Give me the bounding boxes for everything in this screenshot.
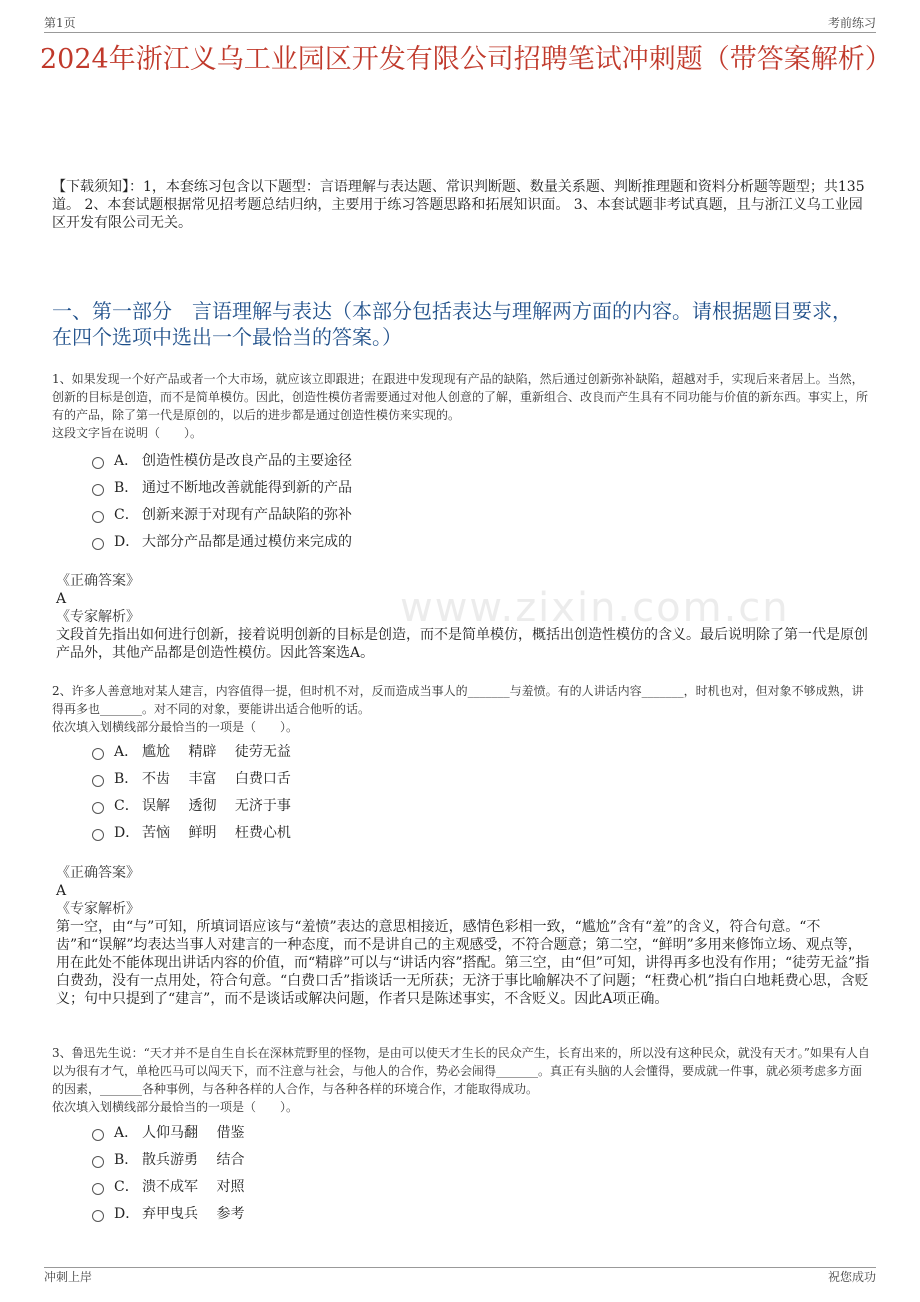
section-heading: 一、第一部分 言语理解与表达（本部分包括表达与理解两方面的内容。请根据题目要求，在四个选项中选出一个最恰当的答案。） — [52, 299, 852, 349]
question-stem: 1、如果发现一个好产品或者一个大市场，就应该立即跟进；在跟进中发现现有产品的缺陷，然后通过创新弥补缺陷，超越对手，实现后来者居上。当然，创新的目标是创造，而不是简单模仿。因此，创造性模仿者需要通过对他人创意的了解，重新组合、改良而产生具有不同功能与价值的新东西。事实上，所有的产品，除了第一代是原创的，以后的进步都是通过创造性模仿来实现的。 — [52, 372, 869, 422]
radio-icon[interactable] — [92, 457, 104, 469]
option-letter: D． — [114, 533, 140, 550]
analysis-text: 文段首先指出如何进行创新，接着说明创新的目标是创造，而不是简单模仿，概括出创造性模仿的含义。最后说明除了第一代是原创产品外，其他产品都是创造性模仿。因此答案选A。 — [56, 627, 868, 661]
header-tag: 考前练习 — [827, 16, 876, 30]
options-1 — [92, 446, 352, 554]
option-text: 大部分产品都是通过模仿来完成的 — [142, 533, 352, 550]
option-letter: A． — [114, 452, 139, 469]
option-text: 散兵游勇 结合 — [142, 1151, 245, 1168]
option-letter: A． — [114, 743, 139, 760]
question-2 — [52, 682, 872, 736]
option-letter: B． — [114, 1151, 139, 1168]
question-ask: 依次填入划横线部分最恰当的一项是（ ）。 — [52, 1100, 299, 1114]
question-ask: 这段文字旨在说明（ ）。 — [52, 426, 203, 440]
option-letter: B． — [114, 770, 139, 787]
option-b[interactable] — [92, 473, 352, 500]
radio-icon[interactable] — [92, 511, 104, 523]
question-stem: 3、鲁迅先生说：“天才并不是自生自长在深林荒野里的怪物，是由可以使天才生长的民众产生，长育出来的，所以没有这种民众，就没有天才。”如果有人自以为很有才气，单枪匹马可以闯天下，而不注意与社会，与他人的合作，势必会闹得_______。真正有头脑的人会懂得，要成就一件事，就必须考虑多方面的因素，_______各种事例，与各种各样的人合作，与各种各样的环境合作，才能取得成功。 — [52, 1046, 870, 1096]
option-letter: A． — [114, 1124, 139, 1141]
option-letter: C． — [114, 506, 139, 523]
option-d[interactable] — [92, 1199, 244, 1226]
option-d[interactable] — [92, 527, 352, 554]
download-notice: 【下载须知】：1，本套练习包含以下题型：言语理解与表达题、常识判断题、数量关系题、判断推理题和资料分析题等题型；共135道。 2、本套试题根据常见招考题总结归纳，主要用于练习答题思路和拓展知识面。 3、本套试题非考试真题，且与浙江义乌工业园区开发有限公司无关。 — [52, 179, 865, 231]
option-b[interactable] — [92, 764, 291, 791]
options-2 — [92, 737, 291, 845]
document-title: 2024年浙江义乌工业园区开发有限公司招聘笔试冲刺题（带答案解析） — [40, 44, 892, 75]
option-d[interactable] — [92, 818, 291, 845]
analysis-label: 《专家解析》 — [56, 609, 140, 625]
option-a[interactable] — [92, 446, 352, 473]
answer-label: 《正确答案》 — [56, 865, 140, 881]
option-text: 溃不成军 对照 — [142, 1178, 245, 1195]
options-3 — [92, 1118, 244, 1226]
answer-block-2 — [56, 864, 870, 1008]
option-text: 人仰马翻 借鉴 — [142, 1124, 245, 1141]
option-text: 苦恼 鲜明 枉费心机 — [142, 824, 291, 841]
answer-block-1 — [56, 572, 870, 662]
answer-label: 《正确答案》 — [56, 573, 140, 589]
page-number: 第1页 — [44, 16, 76, 30]
option-text: 通过不断地改善就能得到新的产品 — [142, 479, 352, 496]
radio-icon[interactable] — [92, 1129, 104, 1141]
radio-icon[interactable] — [92, 484, 104, 496]
radio-icon[interactable] — [92, 1156, 104, 1168]
option-text: 不齿 丰富 白费口舌 — [142, 770, 291, 787]
option-letter: C． — [114, 797, 139, 814]
question-3 — [52, 1044, 872, 1116]
option-letter: C． — [114, 1178, 139, 1195]
option-text: 创造性模仿是改良产品的主要途径 — [142, 452, 352, 469]
question-ask: 依次填入划横线部分最恰当的一项是（ ）。 — [52, 720, 299, 734]
option-b[interactable] — [92, 1145, 244, 1172]
option-text: 弃甲曳兵 参考 — [142, 1205, 245, 1222]
option-letter: D． — [114, 824, 140, 841]
option-text: 误解 透彻 无济于事 — [142, 797, 291, 814]
answer-value: A — [56, 591, 67, 607]
analysis-label: 《专家解析》 — [56, 901, 140, 917]
radio-icon[interactable] — [92, 538, 104, 550]
watermark: www.zixin.com.cn — [400, 585, 790, 631]
option-c[interactable] — [92, 500, 352, 527]
radio-icon[interactable] — [92, 748, 104, 760]
option-c[interactable] — [92, 1172, 244, 1199]
question-1 — [52, 370, 872, 442]
footer-right: 祝您成功 — [827, 1270, 876, 1284]
radio-icon[interactable] — [92, 802, 104, 814]
page-header — [44, 14, 876, 34]
radio-icon[interactable] — [92, 1210, 104, 1222]
option-letter: B． — [114, 479, 139, 496]
option-letter: D． — [114, 1205, 140, 1222]
option-text: 创新来源于对现有产品缺陷的弥补 — [142, 506, 352, 523]
option-text: 尴尬 精辟 徒劳无益 — [142, 743, 291, 760]
option-a[interactable] — [92, 737, 291, 764]
analysis-text: 第一空，由“与”可知，所填词语应该与“羞愤”表达的意思相接近，感情色彩相一致，“尴尬”含有“羞”的含义，符合句意。“不齿”和“误解”均表达当事人对建言的一种态度，而不是讲自己的主观感受，不符合题意；第二空，“鲜明”多用来修饰立场、观点等，用在此处不能体现出讲话内容的价值，而“精辟”可以与“讲话内容”搭配。第三空，由“但”可知，讲得再多也没有作用；“徒劳无益”指白费劲，没有一点用处，符合句意。“白费口舌”指谈话一无所获；无济于事比喻解决不了问题；“枉费心机”指白白地耗费心思，含贬义；句中只提到了“建言”，而不是谈话或解决问题，作者只是陈述事实，不含贬义。因此A项正确。 — [56, 919, 870, 1007]
option-a[interactable] — [92, 1118, 244, 1145]
radio-icon[interactable] — [92, 829, 104, 841]
radio-icon[interactable] — [92, 1183, 104, 1195]
radio-icon[interactable] — [92, 775, 104, 787]
question-stem: 2、许多人善意地对某人建言，内容值得一提，但时机不对，反而造成当事人的_______与羞愤。有的人讲话内容_______，时机也对，但对象不够成熟，讲得再多也_______。对不同的对象，要能讲出适合他听的话。 — [52, 684, 864, 716]
footer-left: 冲刺上岸 — [44, 1270, 93, 1284]
answer-value: A — [56, 883, 67, 899]
option-c[interactable] — [92, 791, 291, 818]
header-divider — [44, 32, 876, 33]
page-footer — [44, 1268, 876, 1288]
